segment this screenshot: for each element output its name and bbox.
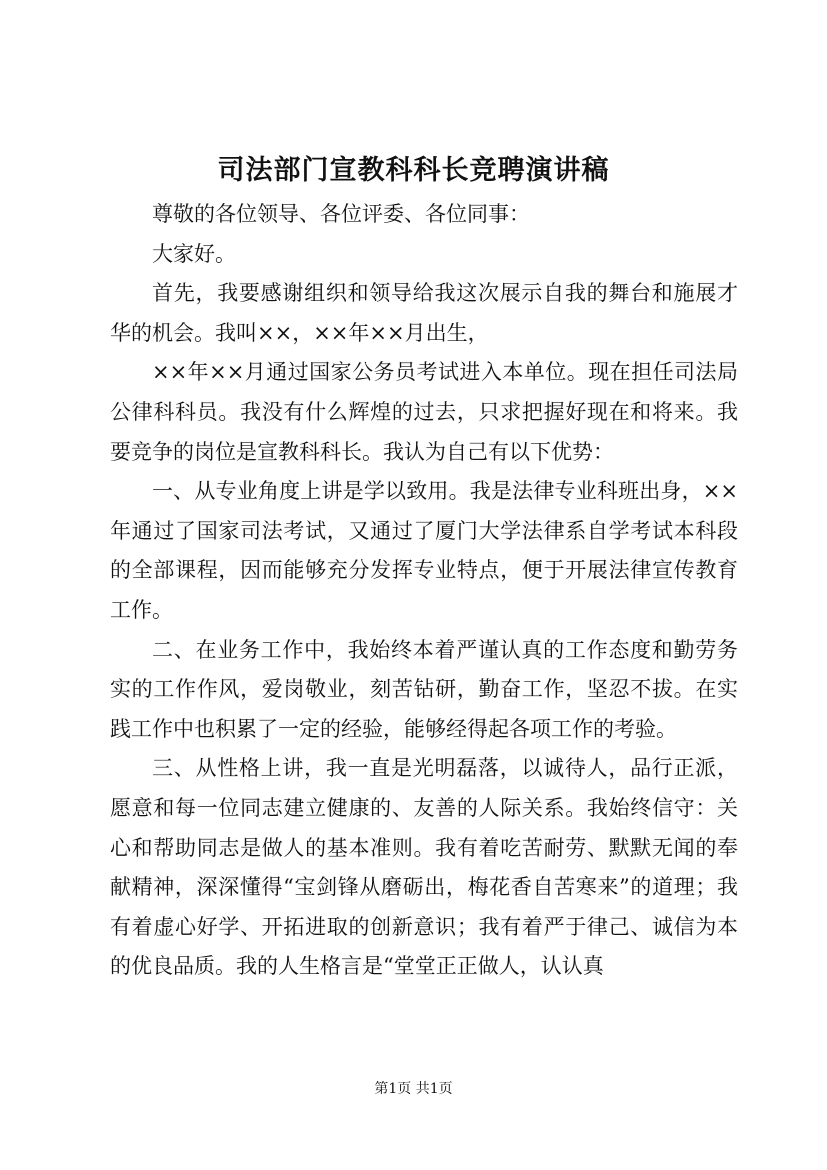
paragraph-advantage-1: 一、从专业角度上讲是学以致用。我是法律专业科班出身，××年通过了国家司法考试，又通过了厦门大学法律系自学考试本科段的全部课程，因而能够充分发挥专业特点，便于开展法律宣传教育工作。 [110,479,738,622]
page-footer: 第1页 共1页 [374,1081,453,1097]
document-body [110,195,738,987]
document-title: 司法部门宣教科科长竞聘演讲稿 [217,155,610,186]
paragraph-advantage-2: 二、在业务工作中，我始终本着严谨认真的工作态度和勤劳务实的工作作风，爱岗敬业，刻苦钻研，勤奋工作，坚忍不拔。在实践工作中也积累了一定的经验，能够经得起各项工作的考验。 [110,637,738,741]
paragraph-intro: 首先，我要感谢组织和领导给我这次展示自我的舞台和施展才华的机会。我叫××，××年××月出生， [110,281,738,345]
paragraph-advantage-3: 三、从性格上讲，我一直是光明磊落，以诚待人，品行正派，愿意和每一位同志建立健康的、友善的人际关系。我始终信守：关心和帮助同志是做人的基本准则。我有着吃苦耐劳、默默无闻的奉献精神，深深懂得“宝剑锋从磨砺出，梅花香自苦寒来”的道理；我有着虚心好学、开拓进取的创新意识；我有着严于律己、诚信为本的优良品质。我的人生格言是“堂堂正正做人，认认真 [110,756,738,979]
paragraph-greeting: 大家好。 [152,241,236,266]
paragraph-salutation: 尊敬的各位领导、各位评委、各位同事： [152,202,530,226]
paragraph-background: ××年××月通过国家公务员考试进入本单位。现在担任司法局公律科科员。我没有什么辉煌的过去，只求把握好现在和将来。我要竞争的岗位是宣教科科长。我认为自己有以下优势： [110,360,738,464]
